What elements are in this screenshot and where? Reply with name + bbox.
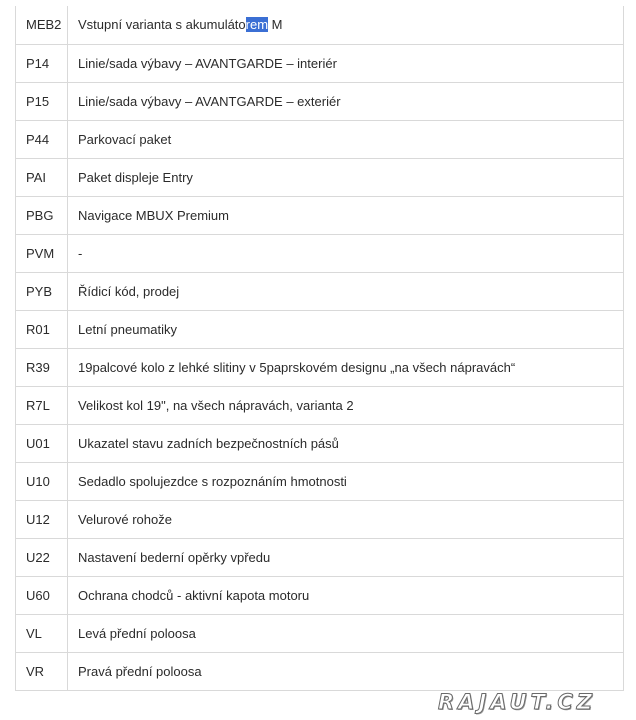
description-text: M: [268, 17, 283, 32]
table-row: [16, 235, 624, 273]
option-description: Pravá přední poloosa: [68, 653, 624, 691]
equipment-codes-table: [15, 6, 624, 691]
option-description: Sedadlo spolujezdce s rozpoznáním hmotnosti: [68, 463, 624, 501]
selected-text[interactable]: rem: [245, 17, 269, 32]
table-row: [16, 311, 624, 349]
table-row: [16, 197, 624, 235]
option-description: Linie/sada výbavy – AVANTGARDE – interiér: [68, 45, 624, 83]
site-watermark: RAJAUT.CZ: [438, 690, 596, 714]
option-description: -: [68, 235, 624, 273]
option-description: Linie/sada výbavy – AVANTGARDE – exteriér: [68, 83, 624, 121]
table-row: [16, 349, 624, 387]
equipment-codes-table-container: [15, 6, 624, 691]
option-code: R01: [16, 311, 68, 349]
option-code: MEB2: [16, 6, 68, 45]
table-row: [16, 539, 624, 577]
option-description: Paket displeje Entry: [68, 159, 624, 197]
table-row: [16, 121, 624, 159]
option-code: U01: [16, 425, 68, 463]
option-code: U10: [16, 463, 68, 501]
option-code: R7L: [16, 387, 68, 425]
description-text: Vstupní varianta s akumuláto: [78, 17, 246, 32]
option-code: U60: [16, 577, 68, 615]
table-row: [16, 425, 624, 463]
option-description: Velurové rohože: [68, 501, 624, 539]
option-code: PYB: [16, 273, 68, 311]
option-description: Letní pneumatiky: [68, 311, 624, 349]
option-code: PAI: [16, 159, 68, 197]
option-description: Parkovací paket: [68, 121, 624, 159]
option-description: [68, 6, 624, 45]
option-code: U12: [16, 501, 68, 539]
option-description: 19palcové kolo z lehké slitiny v 5paprskovém designu „na všech nápravách“: [68, 349, 624, 387]
option-description: Ukazatel stavu zadních bezpečnostních pásů: [68, 425, 624, 463]
table-row: [16, 273, 624, 311]
option-description: Nastavení bederní opěrky vpředu: [68, 539, 624, 577]
table-row: [16, 615, 624, 653]
option-description: Navigace MBUX Premium: [68, 197, 624, 235]
table-row: [16, 501, 624, 539]
table-row: [16, 577, 624, 615]
table-row: [16, 387, 624, 425]
option-description: Levá přední poloosa: [68, 615, 624, 653]
table-row: [16, 463, 624, 501]
table-row: [16, 653, 624, 691]
option-code: P44: [16, 121, 68, 159]
table-row: [16, 6, 624, 45]
option-code: P14: [16, 45, 68, 83]
table-row: [16, 159, 624, 197]
table-row: [16, 83, 624, 121]
option-code: P15: [16, 83, 68, 121]
option-code: VL: [16, 615, 68, 653]
option-description: Velikost kol 19", na všech nápravách, varianta 2: [68, 387, 624, 425]
option-description: Ochrana chodců - aktivní kapota motoru: [68, 577, 624, 615]
option-code: U22: [16, 539, 68, 577]
table-row: [16, 45, 624, 83]
option-code: VR: [16, 653, 68, 691]
option-code: PBG: [16, 197, 68, 235]
option-description: Řídicí kód, prodej: [68, 273, 624, 311]
option-code: PVM: [16, 235, 68, 273]
option-code: R39: [16, 349, 68, 387]
